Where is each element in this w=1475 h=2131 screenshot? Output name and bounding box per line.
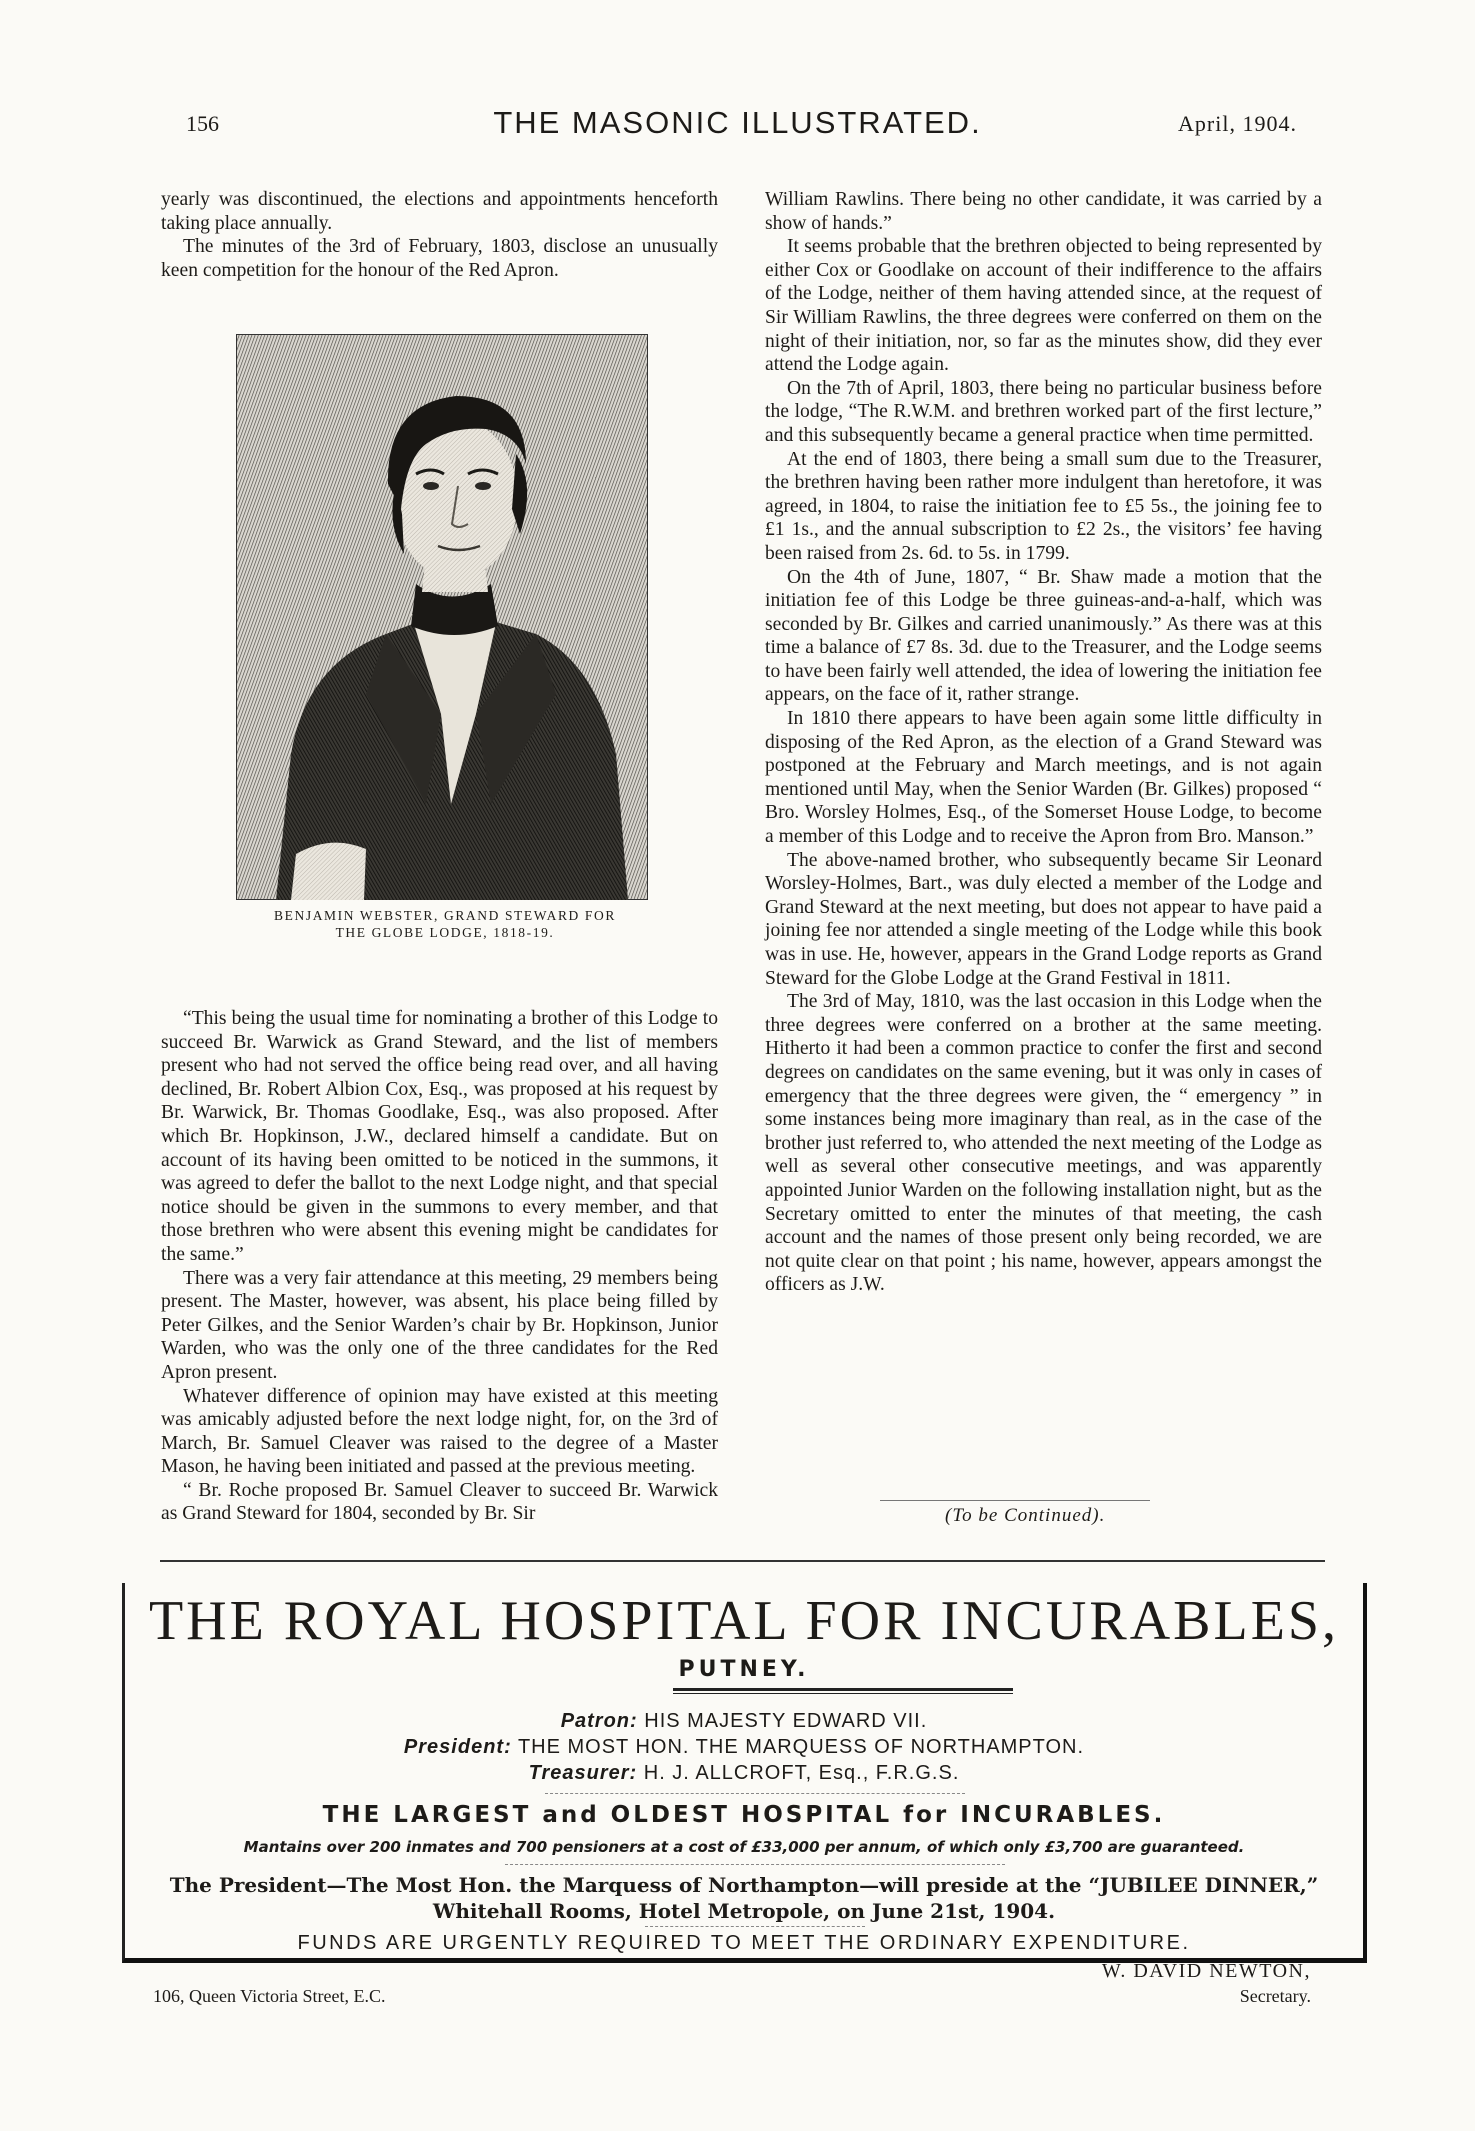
advert-president: [125, 1736, 1363, 1759]
paragraph: “ Br. Roche proposed Br. Samuel Cleaver to succeed Br. Warwick as Grand Steward for 1804, seconded by Br. Sir: [161, 1479, 718, 1525]
advert-rule: [673, 1688, 1013, 1691]
advert-subtitle: PUTNEY.: [678, 1657, 810, 1682]
paragraph: It seems probable that the brethren objected to being represented by either Cox or Goodlake on account of their indifference to the affairs of the Lodge, neither of them having attended since, at the request of Sir William Rawlins, the three degrees were conferred on them on the night of their initiation, nor, so far as the minutes show, did they ever attend the Lodge again.: [765, 236, 1322, 376]
president-label: President:: [403, 1736, 512, 1758]
paragraph: The minutes of the 3rd of February, 1803, disclose an unusually keen competition for the honour of the Red Apron.: [161, 236, 718, 281]
paragraph: “This being the usual time for nominating a brother of this Lodge to succeed Br. Warwick as Grand Steward, and the list of members present who had not served the office being read over, and all having declined, Br. Robert Albion Cox, Esq., was proposed at his request by Br. Warwick, Br. Thomas Goodlake, Esq., was also proposed. After which Br. Hopkinson, J.W., declared himself a candidate. But on account of its having been omitted to be noticed in the summons, it was agreed to defer the ballot to the next Lodge night, and that special notice should be given in the summons to every member, and that those brethren who were absent this evening might be candidates for the same.”: [161, 1008, 718, 1265]
advert-patron: [125, 1710, 1363, 1733]
paragraph: yearly was discontinued, the elections and appointments henceforth taking place annually.: [161, 189, 718, 234]
advert-rule: [505, 1864, 1005, 1865]
treasurer-value: H. J. ALLCROFT, Esq., F.R.G.S.: [643, 1762, 960, 1784]
paragraph: On the 7th of April, 1803, there being no particular business before the lodge, “The R.W.M. and brethren worked part of the first lecture,” and this subsequently became a general practice when time permitted.: [765, 377, 1322, 446]
section-divider: [160, 1560, 1325, 1562]
paragraph: In 1810 there appears to have been again some little difficulty in disposing of the Red Apron, as the election of a Grand Steward was postponed at the February and March meetings, and is not again mentioned until May, when the Senior Warden (Br. Gilkes) proposed “ Bro. Worsley Holmes, Esq., of the Somerset House Lodge, to become a member of this Lodge and to receive the Apron from Bro. Manson.”: [765, 708, 1322, 848]
portrait-engraving: [236, 334, 648, 900]
continuation-rule: [880, 1500, 1150, 1501]
paragraph: William Rawlins. There being no other candidate, it was carried by a show of hands.”: [765, 189, 1322, 234]
treasurer-label: Treasurer:: [528, 1762, 638, 1784]
dinner-line: Whitehall Rooms, Hotel Metropole, on June 21st, 1904.: [432, 1899, 1056, 1923]
publication-title: THE MASONIC ILLUSTRATED.: [493, 105, 982, 140]
patron-value: HIS MAJESTY EDWARD VII.: [644, 1710, 928, 1732]
paragraph: There was a very fair attendance at this meeting, 29 members being present. The Master, however, was absent, his place being filled by Peter Gilkes, and the Senior Warden’s chair by Br. Hopkinson, Junior Warden, who was the only one of the three candidates for the Red Apron present.: [161, 1267, 718, 1383]
advert-title: THE ROYAL HOSPITAL FOR INCURABLES,: [148, 1590, 1340, 1652]
advert-address: 106, Queen Victoria Street, E.C.: [153, 1986, 386, 2006]
left-column-intro: [161, 188, 718, 282]
president-value: THE MOST HON. THE MARQUESS OF NORTHAMPTON.: [517, 1736, 1085, 1758]
hospital-advertisement: [122, 1583, 1367, 2006]
paragraph: At the end of 1803, there being a small sum due to the Treasurer, the brethren having been rather more indulgent than heretofore, it was agreed, in 1804, to raise the initiation fee to £5 5s., the joining fee to £1 1s., and the annual subscription to £2 2s., the visitors’ fee having been raised from 2s. 6d. to 5s. in 1799.: [765, 448, 1322, 564]
advert-rule: [673, 1693, 1013, 1694]
dinner-line: The President—The Most Hon. the Marquess of Northampton—will preside at the “JUBILEE DINNER,”: [169, 1873, 1319, 1897]
page-number: 156: [186, 111, 219, 136]
advert-rule: [545, 1793, 965, 1794]
advert-signatory: W. DAVID NEWTON,: [1101, 1960, 1311, 1982]
advert-dinner: [125, 1872, 1363, 1924]
paragraph: Whatever difference of opinion may have existed at this meeting was amicably adjusted before the next lodge night, for, on the 3rd of March, Br. Samuel Cleaver was raised to the degree of a Master Mason, he having been initiated and passed at the previous meeting.: [161, 1385, 718, 1478]
paragraph: The 3rd of May, 1810, was the last occasion in this Lodge when the three degrees were conferred on a brother at the same meeting. Hitherto it had been a common practice to confer the first and second degrees on candidates on the same evening, but it was only in cases of emergency that the three degrees were given, the “ emergency ” in some instances being more imaginary than real, as in the case of the brother just referred to, who attended the next meeting of the Lodge as well as several other consecutive meetings, and was apparently appointed Junior Warden on the following installation night, but as the Secretary omitted to enter the minutes of that meeting, the cash account and the names of those present only being recorded, we are not quite clear on that point ; his name, however, appears amongst the officers as J.W.: [765, 991, 1322, 1296]
left-column-body: [161, 1007, 718, 1526]
advert-treasurer: [125, 1762, 1363, 1785]
paragraph: The above-named brother, who subsequently became Sir Leonard Worsley-Holmes, Bart., was duly elected a member of the Lodge and Grand Steward at the next meeting, but does not appear to have paid a joining fee nor attended a single meeting of the Lodge while this book was in use. He, however, appears in the Grand Lodge reports as Grand Steward for the Globe Lodge at the Grand Festival in 1811.: [765, 849, 1322, 989]
advert-headline: THE LARGEST and OLDEST HOSPITAL for INCURABLES.: [322, 1802, 1166, 1828]
portrait-caption: BENJAMIN WEBSTER, GRAND STEWARD FOR THE GLOBE LODGE, 1818-19.: [274, 908, 616, 940]
to-be-continued: (To be Continued).: [945, 1505, 1106, 1526]
advert-maintains: Mantains over 200 inmates and 700 pensioners at a cost of £33,000 per annum, of which only £3,700 are guaranteed.: [243, 1838, 1245, 1856]
advert-rule: [645, 1926, 865, 1927]
advert-signatory-role: Secretary.: [1239, 1986, 1311, 2006]
advert-funds: FUNDS ARE URGENTLY REQUIRED TO MEET THE ORDINARY EXPENDITURE.: [297, 1932, 1191, 1954]
patron-label: Patron:: [560, 1710, 638, 1732]
right-column: [765, 188, 1322, 1297]
paragraph: On the 4th of June, 1807, “ Br. Shaw made a motion that the initiation fee of this Lodge be three guineas-and-a-half, which was seconded by Br. Gilkes and carried unanimously.” As there was at this time a balance of £7 8s. 3d. due to the Treasurer, and the Lodge seems to have been fairly well attended, the idea of lowering the initiation fee appears, on the face of it, rather strange.: [765, 566, 1322, 706]
issue-date: April, 1904.: [1178, 111, 1297, 136]
